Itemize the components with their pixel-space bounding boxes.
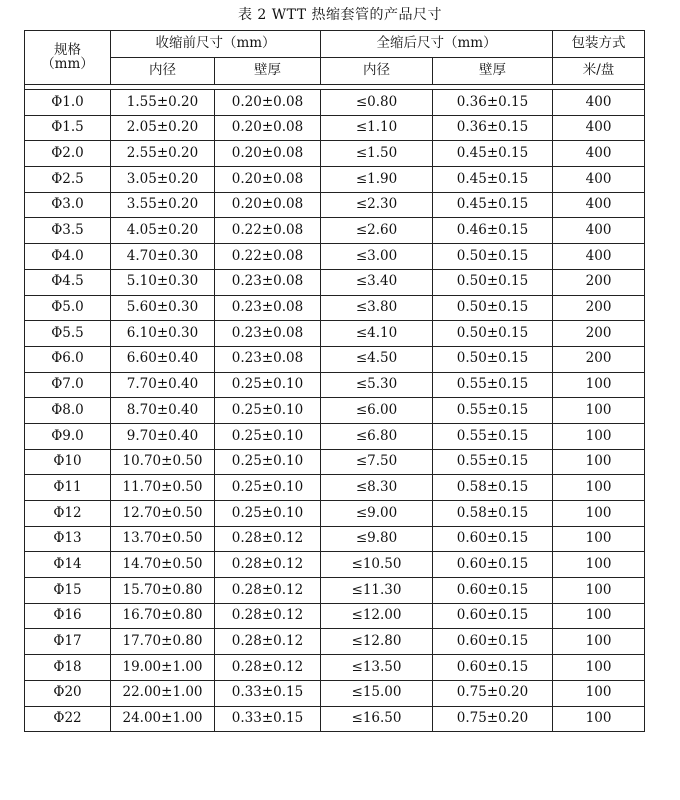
before-wall-thickness-cell: 0.20±0.08 [215, 192, 321, 218]
after-inner-diameter-cell: ≤11.30 [321, 578, 433, 604]
before-inner-diameter-cell: 15.70±0.80 [111, 578, 215, 604]
after-inner-diameter-cell: ≤3.80 [321, 295, 433, 321]
packing-cell: 100 [553, 475, 645, 501]
spec-cell: Φ16 [25, 603, 111, 629]
after-wall-thickness-cell: 0.60±0.15 [433, 552, 553, 578]
before-wall-thickness-cell: 0.25±0.10 [215, 475, 321, 501]
after-inner-diameter-cell: ≤9.00 [321, 501, 433, 527]
after-wall-thickness-cell: 0.60±0.15 [433, 603, 553, 629]
after-shrink-header: 全缩后尺寸（mm） [321, 31, 553, 58]
after-wall-thickness-cell: 0.45±0.15 [433, 192, 553, 218]
before-wall-thickness-cell: 0.22±0.08 [215, 218, 321, 244]
table-row [25, 115, 645, 141]
after-inner-diameter-cell: ≤2.60 [321, 218, 433, 244]
table-row [25, 346, 645, 372]
before-inner-diameter-cell: 10.70±0.50 [111, 449, 215, 475]
spec-cell: Φ20 [25, 680, 111, 706]
packing-cell: 200 [553, 321, 645, 347]
before-inner-diameter-cell: 16.70±0.80 [111, 603, 215, 629]
after-inner-diameter-cell: ≤13.50 [321, 655, 433, 681]
before-wall-thickness-cell: 0.33±0.15 [215, 680, 321, 706]
before-inner-diameter-cell: 14.70±0.50 [111, 552, 215, 578]
spec-cell: Φ18 [25, 655, 111, 681]
packing-cell: 100 [553, 629, 645, 655]
after-wall-thickness-cell: 0.50±0.15 [433, 295, 553, 321]
before-wall-thickness-cell: 0.25±0.10 [215, 372, 321, 398]
after-inner-diameter-cell: ≤10.50 [321, 552, 433, 578]
packing-header: 包装方式 [553, 31, 645, 58]
packing-cell: 100 [553, 603, 645, 629]
before-inner-diameter-cell: 8.70±0.40 [111, 398, 215, 424]
before-shrink-header: 收缩前尺寸（mm） [111, 31, 321, 58]
after-wall-thickness-cell: 0.58±0.15 [433, 475, 553, 501]
before-inner-diameter-cell: 19.00±1.00 [111, 655, 215, 681]
before-inner-diameter-cell: 17.70±0.80 [111, 629, 215, 655]
packing-cell: 100 [553, 680, 645, 706]
before-wall-thickness-cell: 0.23±0.08 [215, 295, 321, 321]
after-wall-thickness-cell: 0.75±0.20 [433, 680, 553, 706]
after-inner-diameter-cell: ≤5.30 [321, 372, 433, 398]
before-inner-diameter-cell: 13.70±0.50 [111, 526, 215, 552]
packing-cell: 100 [553, 655, 645, 681]
after-inner-diameter-cell: ≤6.80 [321, 423, 433, 449]
spec-cell: Φ9.0 [25, 423, 111, 449]
before-wall-thickness-header: 壁厚 [215, 58, 321, 85]
before-wall-thickness-cell: 0.23±0.08 [215, 269, 321, 295]
packing-cell: 100 [553, 706, 645, 732]
before-wall-thickness-cell: 0.28±0.12 [215, 655, 321, 681]
before-wall-thickness-cell: 0.23±0.08 [215, 346, 321, 372]
table-row [25, 372, 645, 398]
packing-cell: 400 [553, 115, 645, 141]
after-wall-thickness-cell: 0.75±0.20 [433, 706, 553, 732]
spec-cell: Φ2.5 [25, 167, 111, 193]
after-wall-thickness-cell: 0.50±0.15 [433, 269, 553, 295]
after-inner-diameter-cell: ≤3.40 [321, 269, 433, 295]
before-wall-thickness-cell: 0.25±0.10 [215, 449, 321, 475]
spec-header-label: 规格 [54, 42, 81, 58]
after-inner-diameter-cell: ≤6.00 [321, 398, 433, 424]
before-inner-diameter-cell: 9.70±0.40 [111, 423, 215, 449]
before-wall-thickness-cell: 0.20±0.08 [215, 90, 321, 116]
before-inner-diameter-cell: 22.00±1.00 [111, 680, 215, 706]
after-wall-thickness-cell: 0.36±0.15 [433, 115, 553, 141]
before-inner-diameter-cell: 3.55±0.20 [111, 192, 215, 218]
spec-cell: Φ11 [25, 475, 111, 501]
after-wall-thickness-cell: 0.46±0.15 [433, 218, 553, 244]
spec-cell: Φ5.5 [25, 321, 111, 347]
header-row-1 [25, 31, 645, 58]
spec-cell: Φ12 [25, 501, 111, 527]
after-inner-diameter-cell: ≤1.50 [321, 141, 433, 167]
packing-cell: 400 [553, 244, 645, 270]
after-wall-thickness-cell: 0.45±0.15 [433, 167, 553, 193]
packing-cell: 400 [553, 192, 645, 218]
after-wall-thickness-cell: 0.50±0.15 [433, 346, 553, 372]
packing-cell: 100 [553, 501, 645, 527]
packing-cell: 100 [553, 526, 645, 552]
spec-header [25, 31, 111, 85]
after-wall-thickness-cell: 0.58±0.15 [433, 501, 553, 527]
table-row [25, 192, 645, 218]
spec-cell: Φ5.0 [25, 295, 111, 321]
after-wall-thickness-cell: 0.50±0.15 [433, 321, 553, 347]
after-wall-thickness-cell: 0.60±0.15 [433, 629, 553, 655]
after-inner-diameter-cell: ≤0.80 [321, 90, 433, 116]
before-inner-diameter-cell: 4.05±0.20 [111, 218, 215, 244]
after-inner-diameter-cell: ≤4.50 [321, 346, 433, 372]
after-inner-diameter-cell: ≤12.80 [321, 629, 433, 655]
spec-cell: Φ13 [25, 526, 111, 552]
table-row [25, 244, 645, 270]
before-wall-thickness-cell: 0.28±0.12 [215, 629, 321, 655]
spec-cell: Φ8.0 [25, 398, 111, 424]
before-wall-thickness-cell: 0.20±0.08 [215, 115, 321, 141]
table-row [25, 706, 645, 732]
before-wall-thickness-cell: 0.20±0.08 [215, 141, 321, 167]
after-wall-thickness-cell: 0.60±0.15 [433, 526, 553, 552]
after-wall-thickness-cell: 0.55±0.15 [433, 423, 553, 449]
spec-cell: Φ3.0 [25, 192, 111, 218]
before-inner-diameter-header: 内径 [111, 58, 215, 85]
table-row [25, 167, 645, 193]
after-wall-thickness-header: 壁厚 [433, 58, 553, 85]
packing-cell: 100 [553, 449, 645, 475]
after-wall-thickness-cell: 0.55±0.15 [433, 398, 553, 424]
spec-cell: Φ15 [25, 578, 111, 604]
before-inner-diameter-cell: 5.60±0.30 [111, 295, 215, 321]
after-inner-diameter-cell: ≤2.30 [321, 192, 433, 218]
spec-cell: Φ17 [25, 629, 111, 655]
after-inner-diameter-cell: ≤8.30 [321, 475, 433, 501]
table-row [25, 526, 645, 552]
before-wall-thickness-cell: 0.20±0.08 [215, 167, 321, 193]
before-inner-diameter-cell: 6.10±0.30 [111, 321, 215, 347]
table-body [25, 90, 645, 732]
before-wall-thickness-cell: 0.28±0.12 [215, 578, 321, 604]
spec-header-unit: （mm） [41, 55, 94, 72]
spec-cell: Φ4.0 [25, 244, 111, 270]
after-wall-thickness-cell: 0.55±0.15 [433, 372, 553, 398]
table-row [25, 629, 645, 655]
spec-cell: Φ14 [25, 552, 111, 578]
before-wall-thickness-cell: 0.25±0.10 [215, 423, 321, 449]
before-inner-diameter-cell: 7.70±0.40 [111, 372, 215, 398]
packing-unit-header: 米/盘 [553, 58, 645, 85]
header-row-2 [25, 58, 645, 85]
packing-cell: 200 [553, 295, 645, 321]
packing-cell: 100 [553, 423, 645, 449]
table-row [25, 578, 645, 604]
table-row [25, 680, 645, 706]
spec-cell: Φ2.0 [25, 141, 111, 167]
after-inner-diameter-header: 内径 [321, 58, 433, 85]
spec-cell: Φ1.0 [25, 90, 111, 116]
after-wall-thickness-cell: 0.50±0.15 [433, 244, 553, 270]
table-row [25, 218, 645, 244]
packing-cell: 100 [553, 552, 645, 578]
spec-cell: Φ4.5 [25, 269, 111, 295]
before-inner-diameter-cell: 4.70±0.30 [111, 244, 215, 270]
before-wall-thickness-cell: 0.25±0.10 [215, 398, 321, 424]
after-wall-thickness-cell: 0.55±0.15 [433, 449, 553, 475]
spec-cell: Φ22 [25, 706, 111, 732]
spec-cell: Φ3.5 [25, 218, 111, 244]
before-inner-diameter-cell: 3.05±0.20 [111, 167, 215, 193]
spec-cell: Φ10 [25, 449, 111, 475]
table-row [25, 269, 645, 295]
table-row [25, 398, 645, 424]
table-row [25, 603, 645, 629]
table-row [25, 449, 645, 475]
before-inner-diameter-cell: 2.05±0.20 [111, 115, 215, 141]
before-wall-thickness-cell: 0.23±0.08 [215, 321, 321, 347]
before-wall-thickness-cell: 0.28±0.12 [215, 603, 321, 629]
table-row [25, 321, 645, 347]
before-inner-diameter-cell: 6.60±0.40 [111, 346, 215, 372]
after-wall-thickness-cell: 0.60±0.15 [433, 655, 553, 681]
before-inner-diameter-cell: 24.00±1.00 [111, 706, 215, 732]
spec-cell: Φ7.0 [25, 372, 111, 398]
spec-cell: Φ6.0 [25, 346, 111, 372]
before-wall-thickness-cell: 0.25±0.10 [215, 501, 321, 527]
after-wall-thickness-cell: 0.36±0.15 [433, 90, 553, 116]
before-wall-thickness-cell: 0.22±0.08 [215, 244, 321, 270]
table-row [25, 501, 645, 527]
spec-cell: Φ1.5 [25, 115, 111, 141]
packing-cell: 100 [553, 578, 645, 604]
table-row [25, 295, 645, 321]
after-inner-diameter-cell: ≤3.00 [321, 244, 433, 270]
before-inner-diameter-cell: 11.70±0.50 [111, 475, 215, 501]
table-row [25, 141, 645, 167]
before-wall-thickness-cell: 0.33±0.15 [215, 706, 321, 732]
after-inner-diameter-cell: ≤7.50 [321, 449, 433, 475]
packing-cell: 400 [553, 218, 645, 244]
packing-cell: 400 [553, 90, 645, 116]
packing-cell: 100 [553, 372, 645, 398]
before-inner-diameter-cell: 2.55±0.20 [111, 141, 215, 167]
packing-cell: 400 [553, 167, 645, 193]
after-inner-diameter-cell: ≤4.10 [321, 321, 433, 347]
packing-cell: 200 [553, 269, 645, 295]
after-wall-thickness-cell: 0.60±0.15 [433, 578, 553, 604]
after-inner-diameter-cell: ≤15.00 [321, 680, 433, 706]
after-inner-diameter-cell: ≤12.00 [321, 603, 433, 629]
packing-cell: 400 [553, 141, 645, 167]
table-caption: 表 2 WTT 热缩套管的产品尺寸 [237, 7, 443, 23]
after-inner-diameter-cell: ≤9.80 [321, 526, 433, 552]
before-inner-diameter-cell: 5.10±0.30 [111, 269, 215, 295]
table-row [25, 90, 645, 116]
after-wall-thickness-cell: 0.45±0.15 [433, 141, 553, 167]
after-inner-diameter-cell: ≤1.90 [321, 167, 433, 193]
before-inner-diameter-cell: 1.55±0.20 [111, 90, 215, 116]
before-wall-thickness-cell: 0.28±0.12 [215, 552, 321, 578]
packing-cell: 100 [553, 398, 645, 424]
before-wall-thickness-cell: 0.28±0.12 [215, 526, 321, 552]
table-row [25, 552, 645, 578]
product-dimension-table [24, 30, 645, 732]
before-inner-diameter-cell: 12.70±0.50 [111, 501, 215, 527]
table-row [25, 475, 645, 501]
packing-cell: 200 [553, 346, 645, 372]
table-row [25, 655, 645, 681]
after-inner-diameter-cell: ≤1.10 [321, 115, 433, 141]
after-inner-diameter-cell: ≤16.50 [321, 706, 433, 732]
table-row [25, 423, 645, 449]
